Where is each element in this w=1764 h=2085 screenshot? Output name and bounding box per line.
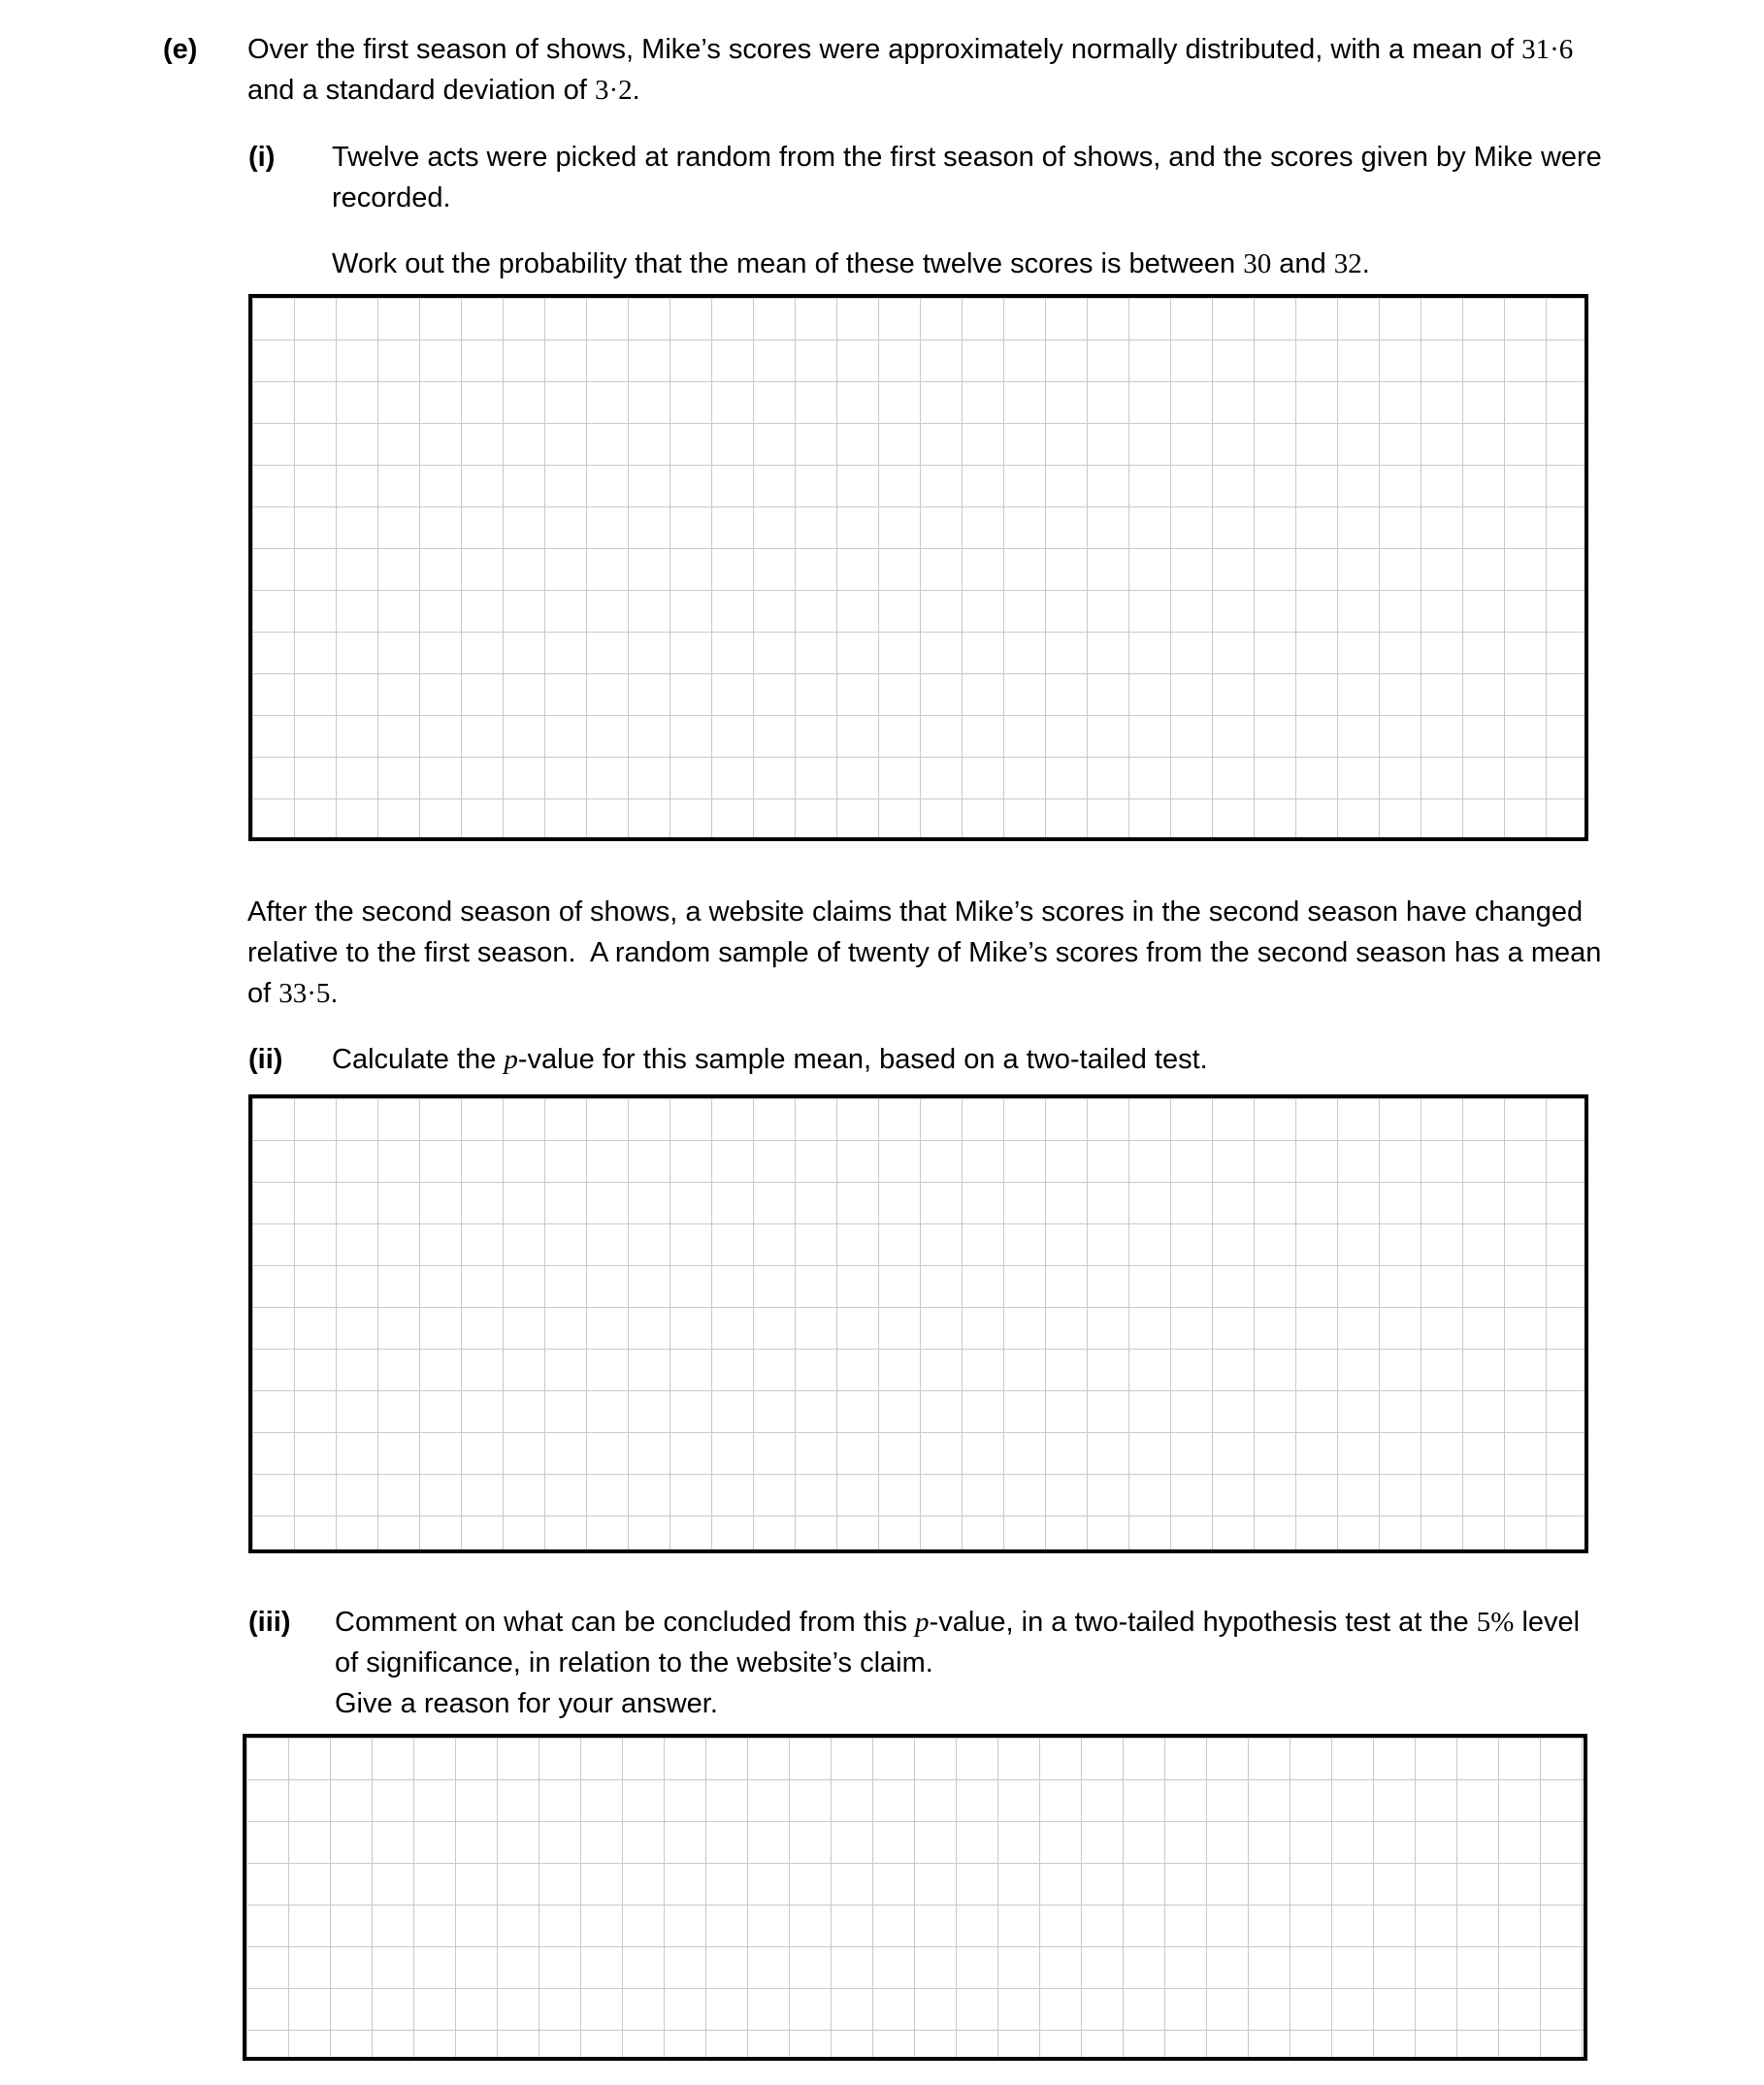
answer-grid-part-ii bbox=[248, 1094, 1588, 1553]
part-ii-question bbox=[332, 1039, 1605, 1080]
part-iii-reason-line: Give a reason for your answer. bbox=[335, 1688, 718, 1719]
text-run: -value, in a two-tailed hypothesis test at the bbox=[929, 1607, 1477, 1638]
sd-value: 3·2 bbox=[594, 75, 633, 106]
upper-bound-value: 32 bbox=[1333, 248, 1362, 279]
text-run: . bbox=[330, 978, 339, 1009]
p-symbol: p bbox=[504, 1044, 518, 1075]
part-e-intro bbox=[247, 29, 1606, 111]
second-season-paragraph bbox=[247, 892, 1606, 1014]
answer-grid-part-i bbox=[248, 294, 1588, 841]
part-iii-label: (iii) bbox=[248, 1607, 291, 1638]
part-e-label: (e) bbox=[163, 34, 198, 65]
part-iii-question-block bbox=[335, 1602, 1606, 1724]
text-run: level of significance, in relation to the website’s claim. bbox=[335, 1607, 1581, 1678]
text-run: After the second season of shows, a website claims that Mike’s scores in the second season have changed relative to the first season. A random sample of twenty of Mike’s scores from the second season has a mean of bbox=[247, 896, 1602, 1009]
text-run: and a standard deviation of bbox=[247, 75, 595, 106]
part-i-question bbox=[332, 244, 1605, 284]
part-iii-question bbox=[335, 1602, 1606, 1683]
answer-grid-part-iii bbox=[243, 1734, 1587, 2061]
sample-mean-value: 33·5 bbox=[278, 978, 331, 1009]
text-run: Calculate the bbox=[332, 1044, 505, 1075]
text-run: . bbox=[632, 75, 640, 106]
text-run: Over the first season of shows, Mike’s scores were approximately normally distributed, with a mean of bbox=[247, 34, 1522, 65]
text-run: and bbox=[1271, 248, 1334, 279]
part-ii-label: (ii) bbox=[248, 1044, 283, 1075]
p-symbol: p bbox=[915, 1607, 930, 1638]
part-i-label: (i) bbox=[248, 142, 276, 173]
text-run: -value for this sample mean, based on a two-tailed test. bbox=[517, 1044, 1208, 1075]
text-run: Work out the probability that the mean of these twelve scores is between bbox=[332, 248, 1244, 279]
text-run: . bbox=[1361, 248, 1370, 279]
lower-bound-value: 30 bbox=[1243, 248, 1272, 279]
significance-level-value: 5% bbox=[1476, 1607, 1515, 1638]
mean-value: 31·6 bbox=[1521, 34, 1574, 65]
part-i-paragraph: Twelve acts were picked at random from the first season of shows, and the scores given by Mike were recorded. bbox=[332, 142, 1602, 213]
text-run: Comment on what can be concluded from this bbox=[335, 1607, 916, 1638]
